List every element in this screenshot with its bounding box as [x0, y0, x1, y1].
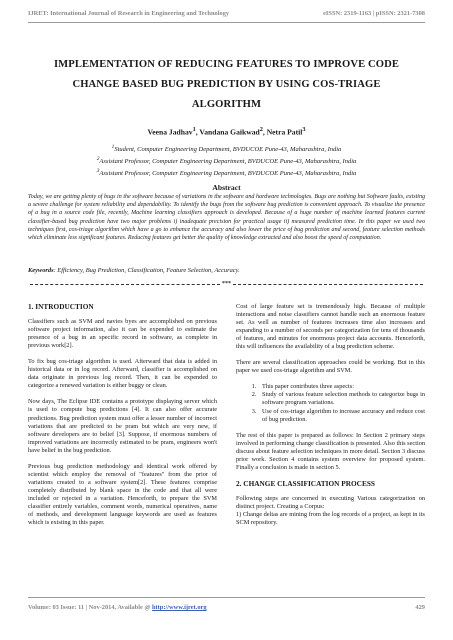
journal-name: IJRET: International Journal of Research in Engineering and Technology: [28, 10, 230, 17]
paragraph: The rest of this paper is prepared as follows: In Section 2 primary steps involved in performing change classification is presented. Also this section discuss about feature selection techniques in more detail. Section 3 discuss prior work. Section 4 contains system overview for proposed system. Finally a conclusion is made in section 5.: [236, 431, 425, 471]
list-item: 2. Study of various feature selection methods to categorize bugs in software program variations.: [258, 391, 425, 407]
issn-info: eISSN: 2319-1163 | pISSN: 2321-7308: [323, 10, 425, 17]
abstract-text: Today, we are getting plenty of bugs in the software because of variations in the software and hardware technologies. Bugs are nothing but Software faults, existing a severe challenge for system reliability and dependability. To identify the bugs from the software bug prediction is convenient approach. To visualize the presence of a bug in a source code file, recently, Machine learning classifiers approach is developed. Because of a huge number of machine learned features current classifier-based bug prediction have two major problems i) inadequate precision for practical usage ii) measured prediction time. In this paper we used two techniques first, cos-triage algorithm which have a go to enhance the accuracy and also lower the price of bug prediction and second, feature selection methods which eliminate less significant features. Reducing features get better the quality of knowledge extracted and also boost the speed of computation.: [28, 194, 425, 242]
paragraph: 1) Change deltas are mining from the log records of a project, as kept in its SCM repository.: [236, 510, 425, 527]
left-column: [28, 303, 217, 535]
page-number: 429: [415, 604, 425, 611]
paragraph: There are several classification approaches could be working. But in this paper we used cos-triage algorithm and SVM.: [236, 359, 425, 375]
affiliation: $^2$Assistant Professor, Computer Engineering Department, BVDUCOE Pune-43, Maharashtra, India: [96, 155, 357, 165]
paragraph: Previous bug prediction methodology and identical work offered by scientist which employ the removal of "features" from the prior of variations created to a software system[2]. These features comprise completely distributed by blank space in the code and that all were included or rejected in a variation. Henceforth, to prepare the SVM classifier entirely variables, comment words, numerical operatives, name of methods, and development language keywords are used as features which is existing in this paper.: [28, 462, 217, 527]
title-line: IMPLEMENTATION OF REDUCING FEATURES TO IMPROVE CODE: [53, 59, 400, 70]
author-sup: 1: [192, 126, 196, 133]
section-heading: 1. INTRODUCTION: [28, 302, 94, 311]
journal-url-link[interactable]: http://www.ijret.org: [152, 604, 207, 611]
section-heading: 2. CHANGE CLASSIFICATION PROCESS: [236, 478, 375, 488]
list-item: 3. Use of cos-triage algorithm to increase accuracy and reduce cost of bug prediction.: [258, 408, 425, 424]
paragraph: Cost of large feature set is tremendously high. Because of multiple interactions and noise classifiers cannot handle such an enormous feature set. As well as number of features increases time also increases and expanding to a number of seconds per categorization for tens of thousands of features, and minutes for enormous project data accounts. Henceforth, this will influences the availability of a bug prediction scheme.: [236, 303, 425, 351]
author-sup: 3: [302, 126, 306, 133]
header-rule: [28, 22, 425, 23]
abstract-heading: Abstract: [212, 183, 241, 192]
affiliation-list: [28, 143, 425, 178]
keywords-label: Keywords: [28, 267, 54, 274]
list-item: 1. This paper contributes three aspects:: [258, 383, 425, 391]
title-line: CHANGE BASED BUG PREDICTION BY USING COS-TRIAGE: [72, 79, 381, 90]
paragraph: Following steps are concerned in executing Various categorization on distinct project. Creating a Corpus:: [236, 494, 425, 510]
author-name: Vandana Gaikwad: [199, 127, 260, 137]
separator-stars: ***: [222, 281, 231, 287]
author-name: Veena Jadhav: [147, 127, 193, 137]
footer-rule: [28, 597, 425, 598]
running-footer: [28, 604, 425, 611]
keywords-line: [28, 267, 425, 274]
paper-title: [28, 55, 425, 115]
running-header: [28, 10, 425, 17]
author-name: Netra Patil: [266, 127, 303, 137]
author-sup: 2: [259, 126, 263, 133]
section-separator: [28, 280, 425, 288]
paragraph: Classifiers such as SVM and navies byes are accomplished on previous software project information, also it can be expended to estimate the presence of a bug in an specific record in software, as complete in previous work[2].: [28, 318, 217, 350]
separator-dash-right: [233, 284, 423, 285]
paragraph: Now days, The Eclipse IDE contains a prototype displaying server which is used to compute bug predictions [4]. It can also offer accurate predictions. Bug prediction system must offer a lesser number of incorrect variations that are predicted to be pram but which are very new, if software developers are to belief [3]. Suppose, if enormous numbers of improved variations are incorrectly estimated to be pram, engineers won't have belief in the bug prediction.: [28, 398, 217, 454]
affiliation: $^3$Assistant Professor, Computer Engineering Department, BVDUCOE Pune-43, Maharashtra, India: [96, 167, 357, 177]
separator-dash-left: [30, 284, 220, 285]
right-column: [236, 303, 425, 535]
footer-volume: Volume: 03 Issue: 11 | Nov-2014, Available @ http://www.ijret.org: [28, 604, 207, 611]
title-line: ALGORITHM: [191, 99, 262, 110]
affiliation: $^1$Student, Computer Engineering Department, BVDUCOE Pune-43, Maharashtra, India: [111, 144, 342, 154]
contribution-list: [236, 383, 425, 423]
author-list: Veena Jadhav$^1$, Vandana Gaikwad$^2$, Netra Patil$^3$: [147, 126, 306, 137]
paragraph: To fix bug cos-triage algorithm is used. Afterward that data is added in historical data or in log record. Afterward, classifier is accomplished on data originate in previous log record. Then, it can be expended to categorize a renewed variation is either buggy or clean.: [28, 358, 217, 390]
keywords-text: : Efficiency, Bug Prediction, Classification, Feature Selection, Accuracy.: [53, 267, 240, 274]
